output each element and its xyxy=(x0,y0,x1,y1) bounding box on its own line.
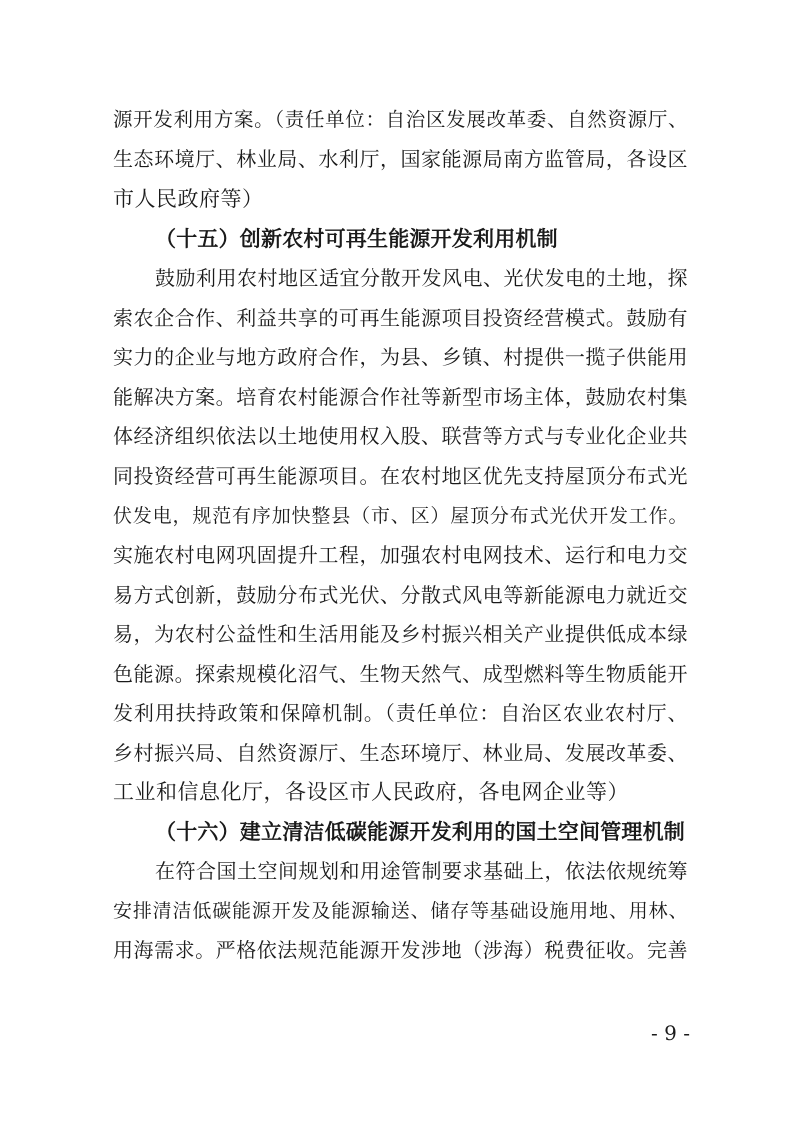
paragraph-line: 乡村振兴局、自然资源厅、生态环境厅、林业局、发展改革委、 xyxy=(113,741,688,765)
paragraph-line: 伏发电，规范有序加快整县（市、区）屋顶分布式光伏开发工作。 xyxy=(113,505,688,527)
paragraph-line: 发利用扶持政策和保障机制。（责任单位：自治区农业农村厅、 xyxy=(113,701,688,725)
paragraph-line: 索农企合作、利益共享的可再生能源项目投资经营模式。鼓励有 xyxy=(113,306,688,330)
paragraph-line: 在符合国土空间规划和用途管制要求基础上，依法依规统筹 xyxy=(155,859,688,883)
paragraph-line: 鼓励利用农村地区适宜分散开发风电、光伏发电的土地，探 xyxy=(155,266,688,290)
paragraph-line: 安排清洁低碳能源开发及能源输送、储存等基础设施用地、用林、 xyxy=(113,900,688,922)
section-heading-16: （十六）建立清洁低碳能源开发利用的国土空间管理机制 xyxy=(155,819,685,844)
paragraph-line: 能解决方案。培育农村能源合作社等新型市场主体，鼓励农村集 xyxy=(113,385,688,409)
paragraph-line: 实力的企业与地方政府合作，为县、乡镇、村提供一揽子供能用 xyxy=(113,345,688,369)
paragraph-line: 源开发利用方案。（责任单位：自治区发展改革委、自然资源厅、 xyxy=(113,108,688,131)
paragraph-line: 易方式创新，鼓励分布式光伏、分散式风电等新能源电力就近交 xyxy=(113,583,688,607)
paragraph-line: 色能源。探索规模化沼气、生物天然气、成型燃料等生物质能开 xyxy=(113,662,688,686)
paragraph-line: 生态环境厅、林业局、水利厅，国家能源局南方监管局，各设区 xyxy=(113,147,688,171)
paragraph-line: 同投资经营可再生能源项目。在农村地区优先支持屋顶分布式光 xyxy=(113,464,688,488)
paragraph-line: 市人民政府等） xyxy=(113,187,264,211)
section-heading-15: （十五）创新农村可再生能源开发利用机制 xyxy=(155,226,558,251)
paragraph-line: 工业和信息化厅，各设区市人民政府，各电网企业等） xyxy=(113,780,629,804)
page-number: - 9 - xyxy=(651,1021,690,1045)
paragraph-line: 易，为农村公益性和生活用能及乡村振兴相关产业提供低成本绿 xyxy=(113,622,688,646)
paragraph-line: 实施农村电网巩固提升工程，加强农村电网技术、运行和电力交 xyxy=(113,543,688,567)
paragraph-line: 用海需求。严格依法规范能源开发涉地（涉海）税费征收。完善 xyxy=(113,938,688,962)
paragraph-line: 体经济组织依法以土地使用权入股、联营等方式与专业化企业共 xyxy=(113,424,688,448)
